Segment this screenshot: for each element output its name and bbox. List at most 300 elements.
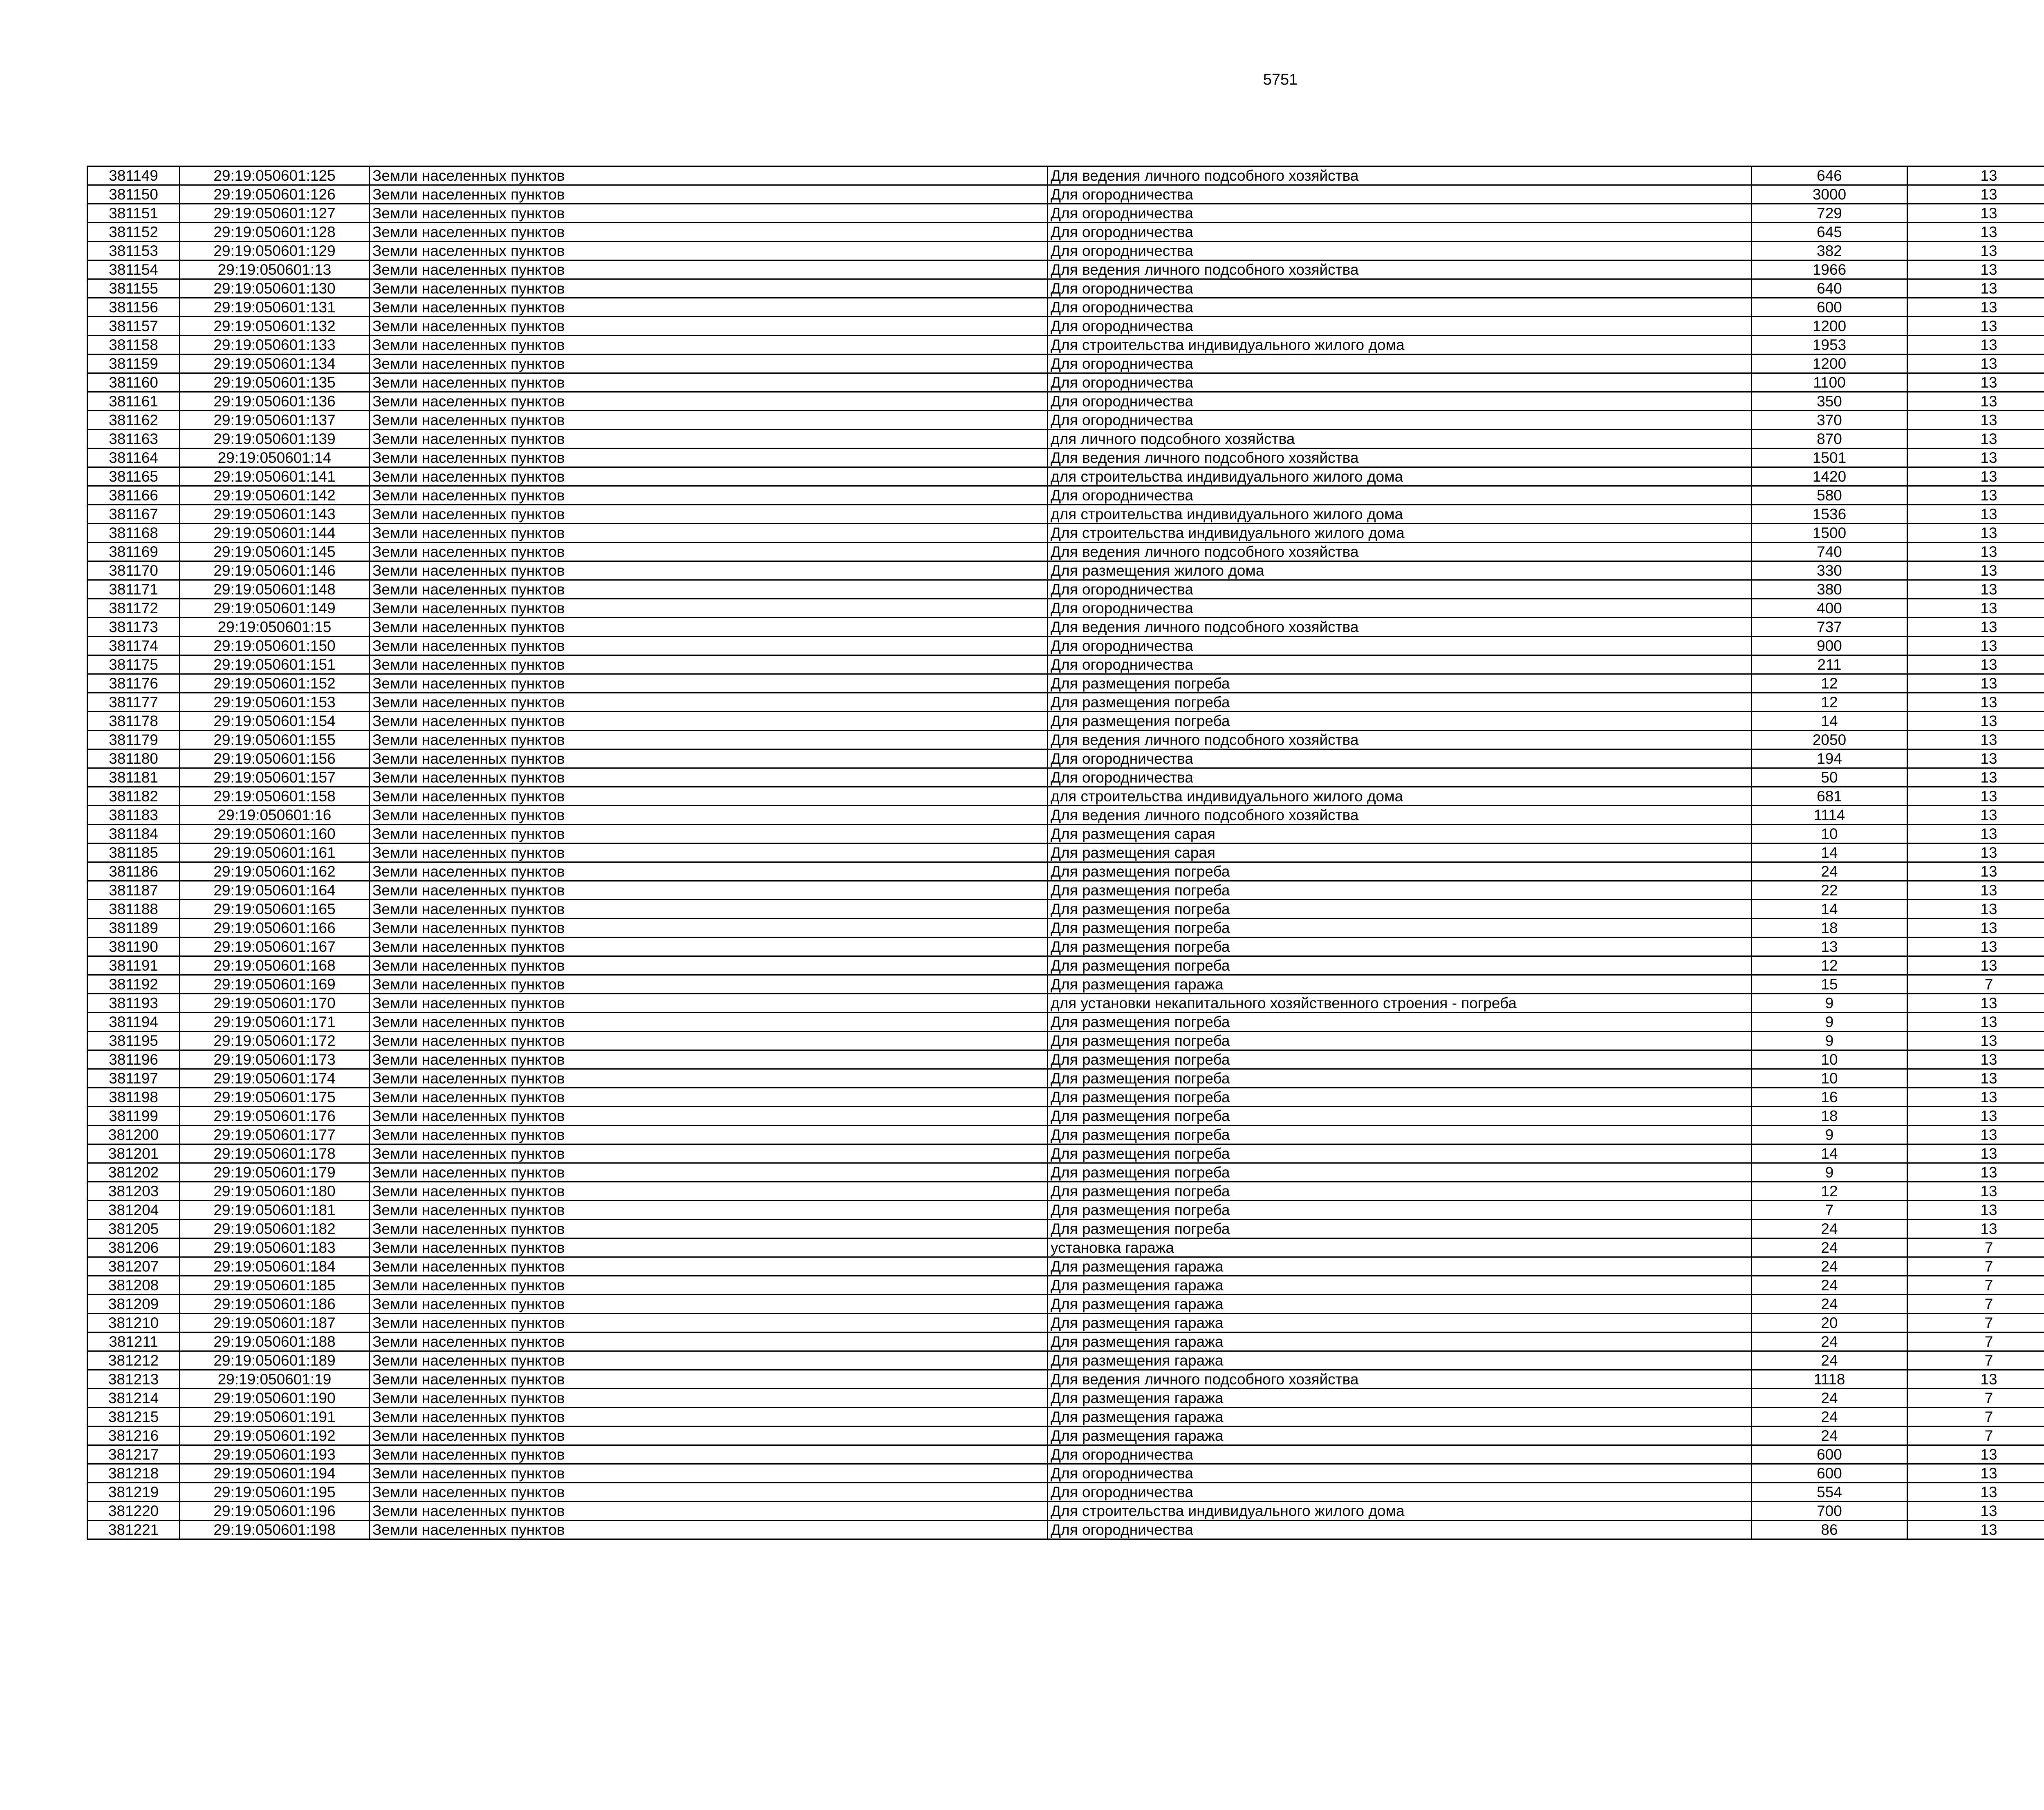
cadastral-number-cell: 29:19:050601:171	[180, 1013, 370, 1032]
area-cell: 50	[1752, 768, 1907, 787]
area-cell: 24	[1752, 1389, 1907, 1408]
table-row	[87, 712, 2044, 731]
group-code-cell: 13	[1907, 1445, 2044, 1464]
table-body	[87, 166, 2044, 1539]
table-row	[87, 279, 2044, 298]
group-code-cell: 13	[1907, 1182, 2044, 1201]
cadastral-number-cell: 29:19:050601:152	[180, 674, 370, 693]
record-number-cell: 381160	[87, 373, 180, 392]
group-code-cell: 13	[1907, 467, 2044, 486]
record-number-cell: 381172	[87, 599, 180, 618]
permitted-use-cell: Для размещения погреба	[1048, 938, 1752, 956]
area-cell: 370	[1752, 411, 1907, 430]
table-row	[87, 204, 2044, 223]
land-category-cell: Земли населенных пунктов	[370, 749, 1048, 768]
group-code-cell: 13	[1907, 411, 2044, 430]
table-row	[87, 749, 2044, 768]
record-number-cell: 381211	[87, 1332, 180, 1351]
area-cell: 737	[1752, 618, 1907, 637]
table-row	[87, 543, 2044, 561]
permitted-use-cell: Для размещения гаража	[1048, 1389, 1752, 1408]
permitted-use-cell: для строительства индивидуального жилого дома	[1048, 467, 1752, 486]
area-cell: 211	[1752, 655, 1907, 674]
area-cell: 350	[1752, 392, 1907, 411]
land-category-cell: Земли населенных пунктов	[370, 279, 1048, 298]
land-category-cell: Земли населенных пунктов	[370, 1201, 1048, 1220]
cadastral-number-cell: 29:19:050601:176	[180, 1107, 370, 1126]
cadastral-number-cell: 29:19:050601:141	[180, 467, 370, 486]
record-number-cell: 381201	[87, 1144, 180, 1163]
permitted-use-cell: Для размещения погреба	[1048, 1107, 1752, 1126]
table-row	[87, 994, 2044, 1013]
cadastral-number-cell: 29:19:050601:193	[180, 1445, 370, 1464]
cadastral-number-cell: 29:19:050601:179	[180, 1163, 370, 1182]
group-code-cell: 13	[1907, 1144, 2044, 1163]
record-number-cell: 381218	[87, 1464, 180, 1483]
permitted-use-cell: Для размещения погреба	[1048, 1201, 1752, 1220]
land-category-cell: Земли населенных пунктов	[370, 843, 1048, 862]
record-number-cell: 381190	[87, 938, 180, 956]
land-category-cell: Земли населенных пунктов	[370, 298, 1048, 317]
land-category-cell: Земли населенных пунктов	[370, 1295, 1048, 1314]
record-number-cell: 381153	[87, 242, 180, 260]
cadastral-number-cell: 29:19:050601:158	[180, 787, 370, 806]
permitted-use-cell: для личного подсобного хозяйства	[1048, 430, 1752, 449]
land-category-cell: Земли населенных пунктов	[370, 1144, 1048, 1163]
area-cell: 400	[1752, 599, 1907, 618]
record-number-cell: 381186	[87, 862, 180, 881]
group-code-cell: 13	[1907, 900, 2044, 919]
table-row	[87, 298, 2044, 317]
land-category-cell: Земли населенных пунктов	[370, 1257, 1048, 1276]
area-cell: 1953	[1752, 336, 1907, 354]
table-row	[87, 580, 2044, 599]
land-category-cell: Земли населенных пунктов	[370, 242, 1048, 260]
group-code-cell: 13	[1907, 1201, 2044, 1220]
record-number-cell: 381151	[87, 204, 180, 223]
cadastral-number-cell: 29:19:050601:194	[180, 1464, 370, 1483]
table-row	[87, 674, 2044, 693]
area-cell: 554	[1752, 1483, 1907, 1502]
permitted-use-cell: Для размещения погреба	[1048, 1013, 1752, 1032]
land-category-cell: Земли населенных пунктов	[370, 223, 1048, 242]
group-code-cell: 13	[1907, 449, 2044, 467]
group-code-cell: 13	[1907, 1126, 2044, 1144]
area-cell: 600	[1752, 1445, 1907, 1464]
permitted-use-cell: для строительства индивидуального жилого дома	[1048, 787, 1752, 806]
group-code-cell: 13	[1907, 1502, 2044, 1521]
table-row	[87, 1126, 2044, 1144]
group-code-cell: 7	[1907, 1332, 2044, 1351]
group-code-cell: 7	[1907, 1276, 2044, 1295]
group-code-cell: 7	[1907, 975, 2044, 994]
group-code-cell: 7	[1907, 1295, 2044, 1314]
area-cell: 9	[1752, 1032, 1907, 1050]
permitted-use-cell: Для размещения погреба	[1048, 1088, 1752, 1107]
table-row	[87, 1389, 2044, 1408]
group-code-cell: 13	[1907, 336, 2044, 354]
permitted-use-cell: Для огородничества	[1048, 580, 1752, 599]
record-number-cell: 381169	[87, 543, 180, 561]
cadastral-number-cell: 29:19:050601:153	[180, 693, 370, 712]
group-code-cell: 13	[1907, 843, 2044, 862]
cadastral-number-cell: 29:19:050601:134	[180, 354, 370, 373]
permitted-use-cell: Для огородничества	[1048, 1445, 1752, 1464]
group-code-cell: 13	[1907, 505, 2044, 524]
land-category-cell: Земли населенных пунктов	[370, 411, 1048, 430]
land-category-cell: Земли населенных пунктов	[370, 1126, 1048, 1144]
land-category-cell: Земли населенных пунктов	[370, 881, 1048, 900]
area-cell: 1966	[1752, 260, 1907, 279]
group-code-cell: 13	[1907, 1483, 2044, 1502]
land-category-cell: Земли населенных пунктов	[370, 260, 1048, 279]
permitted-use-cell: Для размещения погреба	[1048, 956, 1752, 975]
cadastral-number-cell: 29:19:050601:15	[180, 618, 370, 637]
group-code-cell: 13	[1907, 279, 2044, 298]
permitted-use-cell: Для размещения погреба	[1048, 900, 1752, 919]
table-row	[87, 1220, 2044, 1238]
group-code-cell: 13	[1907, 1069, 2044, 1088]
cadastral-number-cell: 29:19:050601:16	[180, 806, 370, 825]
area-cell: 1100	[1752, 373, 1907, 392]
permitted-use-cell: Для огородничества	[1048, 317, 1752, 336]
table-row	[87, 166, 2044, 185]
table-row	[87, 1464, 2044, 1483]
permitted-use-cell: Для размещения погреба	[1048, 693, 1752, 712]
permitted-use-cell: Для размещения погреба	[1048, 712, 1752, 731]
land-category-cell: Земли населенных пунктов	[370, 956, 1048, 975]
record-number-cell: 381149	[87, 166, 180, 185]
permitted-use-cell: Для огородничества	[1048, 242, 1752, 260]
area-cell: 9	[1752, 1163, 1907, 1182]
area-cell: 20	[1752, 1314, 1907, 1332]
land-category-cell: Земли населенных пунктов	[370, 185, 1048, 204]
land-category-cell: Земли населенных пунктов	[370, 900, 1048, 919]
permitted-use-cell: Для ведения личного подсобного хозяйства	[1048, 731, 1752, 749]
cadastral-number-cell: 29:19:050601:130	[180, 279, 370, 298]
group-code-cell: 13	[1907, 655, 2044, 674]
cadastral-number-cell: 29:19:050601:181	[180, 1201, 370, 1220]
group-code-cell: 13	[1907, 862, 2044, 881]
area-cell: 646	[1752, 166, 1907, 185]
permitted-use-cell: Для размещения гаража	[1048, 1351, 1752, 1370]
land-category-cell: Земли населенных пунктов	[370, 1107, 1048, 1126]
table-row	[87, 185, 2044, 204]
group-code-cell: 7	[1907, 1426, 2044, 1445]
permitted-use-cell: Для ведения личного подсобного хозяйства	[1048, 806, 1752, 825]
cadastral-number-cell: 29:19:050601:165	[180, 900, 370, 919]
land-category-cell: Земли населенных пунктов	[370, 637, 1048, 655]
land-category-cell: Земли населенных пунктов	[370, 1445, 1048, 1464]
area-cell: 600	[1752, 1464, 1907, 1483]
cadastral-number-cell: 29:19:050601:149	[180, 599, 370, 618]
land-category-cell: Земли населенных пунктов	[370, 505, 1048, 524]
land-category-cell: Земли населенных пунктов	[370, 1332, 1048, 1351]
table-row	[87, 392, 2044, 411]
group-code-cell: 13	[1907, 392, 2044, 411]
permitted-use-cell: Для огородничества	[1048, 204, 1752, 223]
permitted-use-cell: Для размещения сарая	[1048, 825, 1752, 843]
cadastral-number-cell: 29:19:050601:189	[180, 1351, 370, 1370]
table-row	[87, 561, 2044, 580]
cadastral-number-cell: 29:19:050601:198	[180, 1521, 370, 1539]
area-cell: 645	[1752, 223, 1907, 242]
record-number-cell: 381181	[87, 768, 180, 787]
record-number-cell: 381189	[87, 919, 180, 938]
table-row	[87, 1238, 2044, 1257]
land-category-cell: Земли населенных пунктов	[370, 580, 1048, 599]
group-code-cell: 7	[1907, 1408, 2044, 1426]
record-number-cell: 381203	[87, 1182, 180, 1201]
cadastral-number-cell: 29:19:050601:185	[180, 1276, 370, 1295]
group-code-cell: 13	[1907, 674, 2044, 693]
area-cell: 14	[1752, 1144, 1907, 1163]
permitted-use-cell: Для ведения личного подсобного хозяйства	[1048, 166, 1752, 185]
table-row	[87, 1351, 2044, 1370]
table-row	[87, 1257, 2044, 1276]
table-row	[87, 1201, 2044, 1220]
table-row	[87, 1013, 2044, 1032]
cadastral-number-cell: 29:19:050601:183	[180, 1238, 370, 1257]
land-category-cell: Земли населенных пунктов	[370, 1502, 1048, 1521]
group-code-cell: 7	[1907, 1389, 2044, 1408]
record-number-cell: 381179	[87, 731, 180, 749]
cadastral-number-cell: 29:19:050601:143	[180, 505, 370, 524]
area-cell: 22	[1752, 881, 1907, 900]
group-code-cell: 13	[1907, 1032, 2044, 1050]
table-row	[87, 1088, 2044, 1107]
land-category-cell: Земли населенных пунктов	[370, 975, 1048, 994]
permitted-use-cell: Для строительства индивидуального жилого дома	[1048, 1502, 1752, 1521]
area-cell: 640	[1752, 279, 1907, 298]
cadastral-number-cell: 29:19:050601:128	[180, 223, 370, 242]
land-category-cell: Земли населенных пунктов	[370, 1013, 1048, 1032]
table-row	[87, 900, 2044, 919]
permitted-use-cell: Для размещения погреба	[1048, 919, 1752, 938]
cadastral-number-cell: 29:19:050601:154	[180, 712, 370, 731]
table-row	[87, 938, 2044, 956]
page-number: 5751	[1263, 71, 1298, 88]
area-cell: 1536	[1752, 505, 1907, 524]
record-number-cell: 381200	[87, 1126, 180, 1144]
table-row	[87, 637, 2044, 655]
cadastral-number-cell: 29:19:050601:161	[180, 843, 370, 862]
record-number-cell: 381216	[87, 1426, 180, 1445]
area-cell: 12	[1752, 693, 1907, 712]
record-number-cell: 381199	[87, 1107, 180, 1126]
permitted-use-cell: Для огородничества	[1048, 373, 1752, 392]
cadastral-number-cell: 29:19:050601:136	[180, 392, 370, 411]
cadastral-number-cell: 29:19:050601:178	[180, 1144, 370, 1163]
table-row	[87, 862, 2044, 881]
area-cell: 1500	[1752, 524, 1907, 543]
cadastral-number-cell: 29:19:050601:156	[180, 749, 370, 768]
land-category-cell: Земли населенных пунктов	[370, 354, 1048, 373]
table-row	[87, 1144, 2044, 1163]
group-code-cell: 13	[1907, 260, 2044, 279]
record-number-cell: 381170	[87, 561, 180, 580]
land-category-cell: Земли населенных пунктов	[370, 1182, 1048, 1201]
record-number-cell: 381155	[87, 279, 180, 298]
table-row	[87, 1032, 2044, 1050]
land-category-cell: Земли населенных пунктов	[370, 806, 1048, 825]
cadastral-number-cell: 29:19:050601:173	[180, 1050, 370, 1069]
cadastral-number-cell: 29:19:050601:184	[180, 1257, 370, 1276]
permitted-use-cell: Для огородничества	[1048, 486, 1752, 505]
permitted-use-cell: Для строительства индивидуального жилого дома	[1048, 336, 1752, 354]
land-category-cell: Земли населенных пунктов	[370, 919, 1048, 938]
table-row	[87, 1502, 2044, 1521]
area-cell: 580	[1752, 486, 1907, 505]
record-number-cell: 381165	[87, 467, 180, 486]
land-category-cell: Земли населенных пунктов	[370, 1220, 1048, 1238]
land-category-cell: Земли населенных пунктов	[370, 1483, 1048, 1502]
area-cell: 1200	[1752, 354, 1907, 373]
permitted-use-cell: Для огородничества	[1048, 354, 1752, 373]
cadastral-number-cell: 29:19:050601:196	[180, 1502, 370, 1521]
land-category-cell: Земли населенных пунктов	[370, 938, 1048, 956]
cadastral-number-cell: 29:19:050601:174	[180, 1069, 370, 1088]
table-row	[87, 467, 2044, 486]
land-category-cell: Земли населенных пунктов	[370, 655, 1048, 674]
area-cell: 24	[1752, 1238, 1907, 1257]
cadastral-number-cell: 29:19:050601:151	[180, 655, 370, 674]
land-category-cell: Земли населенных пунктов	[370, 674, 1048, 693]
permitted-use-cell: Для огородничества	[1048, 599, 1752, 618]
record-number-cell: 381219	[87, 1483, 180, 1502]
permitted-use-cell: Для огородничества	[1048, 749, 1752, 768]
record-number-cell: 381205	[87, 1220, 180, 1238]
record-number-cell: 381175	[87, 655, 180, 674]
area-cell: 600	[1752, 298, 1907, 317]
record-number-cell: 381213	[87, 1370, 180, 1389]
area-cell: 24	[1752, 1220, 1907, 1238]
table-row	[87, 223, 2044, 242]
cadastral-number-cell: 29:19:050601:188	[180, 1332, 370, 1351]
group-code-cell: 13	[1907, 787, 2044, 806]
cadastral-number-cell: 29:19:050601:168	[180, 956, 370, 975]
table-row	[87, 1483, 2044, 1502]
record-number-cell: 381158	[87, 336, 180, 354]
permitted-use-cell: Для ведения личного подсобного хозяйства	[1048, 618, 1752, 637]
group-code-cell: 13	[1907, 618, 2044, 637]
cadastral-number-cell: 29:19:050601:131	[180, 298, 370, 317]
record-number-cell: 381176	[87, 674, 180, 693]
land-category-cell: Земли населенных пунктов	[370, 561, 1048, 580]
group-code-cell: 13	[1907, 373, 2044, 392]
land-category-cell: Земли населенных пунктов	[370, 1370, 1048, 1389]
area-cell: 194	[1752, 749, 1907, 768]
permitted-use-cell: Для огородничества	[1048, 768, 1752, 787]
area-cell: 24	[1752, 1295, 1907, 1314]
land-category-cell: Земли населенных пунктов	[370, 712, 1048, 731]
group-code-cell: 13	[1907, 1464, 2044, 1483]
cadastral-number-cell: 29:19:050601:133	[180, 336, 370, 354]
group-code-cell: 13	[1907, 1521, 2044, 1539]
cadastral-number-cell: 29:19:050601:175	[180, 1088, 370, 1107]
group-code-cell: 13	[1907, 1013, 2044, 1032]
record-number-cell: 381221	[87, 1521, 180, 1539]
record-number-cell: 381174	[87, 637, 180, 655]
group-code-cell: 13	[1907, 354, 2044, 373]
area-cell: 380	[1752, 580, 1907, 599]
table-row	[87, 1069, 2044, 1088]
record-number-cell: 381156	[87, 298, 180, 317]
cadastral-number-cell: 29:19:050601:157	[180, 768, 370, 787]
permitted-use-cell: установка гаража	[1048, 1238, 1752, 1257]
group-code-cell: 13	[1907, 599, 2044, 618]
permitted-use-cell: Для огородничества	[1048, 1464, 1752, 1483]
group-code-cell: 13	[1907, 731, 2044, 749]
record-number-cell: 381188	[87, 900, 180, 919]
permitted-use-cell: Для размещения погреба	[1048, 862, 1752, 881]
record-number-cell: 381204	[87, 1201, 180, 1220]
land-category-cell: Земли населенных пунктов	[370, 373, 1048, 392]
group-code-cell: 13	[1907, 242, 2044, 260]
table-row	[87, 486, 2044, 505]
group-code-cell: 7	[1907, 1351, 2044, 1370]
permitted-use-cell: Для размещения погреба	[1048, 1182, 1752, 1201]
land-category-cell: Земли населенных пунктов	[370, 599, 1048, 618]
record-number-cell: 381193	[87, 994, 180, 1013]
area-cell: 681	[1752, 787, 1907, 806]
cadastral-number-cell: 29:19:050601:180	[180, 1182, 370, 1201]
land-category-cell: Земли населенных пунктов	[370, 392, 1048, 411]
cadastral-number-cell: 29:19:050601:13	[180, 260, 370, 279]
land-category-cell: Земли населенных пунктов	[370, 543, 1048, 561]
cadastral-number-cell: 29:19:050601:132	[180, 317, 370, 336]
record-number-cell: 381198	[87, 1088, 180, 1107]
area-cell: 1114	[1752, 806, 1907, 825]
area-cell: 740	[1752, 543, 1907, 561]
group-code-cell: 13	[1907, 768, 2044, 787]
cadastral-number-cell: 29:19:050601:182	[180, 1220, 370, 1238]
cadastral-number-cell: 29:19:050601:170	[180, 994, 370, 1013]
table-row	[87, 806, 2044, 825]
cadastral-number-cell: 29:19:050601:129	[180, 242, 370, 260]
table-row	[87, 1426, 2044, 1445]
record-number-cell: 381154	[87, 260, 180, 279]
land-category-cell: Земли населенных пунктов	[370, 787, 1048, 806]
table-row	[87, 843, 2044, 862]
table-row	[87, 242, 2044, 260]
land-category-cell: Земли населенных пунктов	[370, 825, 1048, 843]
area-cell: 1420	[1752, 467, 1907, 486]
cadastral-number-cell: 29:19:050601:126	[180, 185, 370, 204]
group-code-cell: 13	[1907, 430, 2044, 449]
record-number-cell: 381195	[87, 1032, 180, 1050]
record-number-cell: 381209	[87, 1295, 180, 1314]
area-cell: 24	[1752, 1257, 1907, 1276]
group-code-cell: 7	[1907, 1314, 2044, 1332]
record-number-cell: 381212	[87, 1351, 180, 1370]
land-category-cell: Земли населенных пунктов	[370, 1351, 1048, 1370]
cadastral-number-cell: 29:19:050601:139	[180, 430, 370, 449]
permitted-use-cell: Для размещения гаража	[1048, 1314, 1752, 1332]
area-cell: 86	[1752, 1521, 1907, 1539]
cadastral-number-cell: 29:19:050601:177	[180, 1126, 370, 1144]
permitted-use-cell: Для огородничества	[1048, 185, 1752, 204]
record-number-cell: 381192	[87, 975, 180, 994]
table-row	[87, 731, 2044, 749]
record-number-cell: 381167	[87, 505, 180, 524]
permitted-use-cell: Для огородничества	[1048, 637, 1752, 655]
table-row	[87, 1182, 2044, 1201]
land-category-cell: Земли населенных пунктов	[370, 204, 1048, 223]
area-cell: 24	[1752, 1332, 1907, 1351]
area-cell: 10	[1752, 1050, 1907, 1069]
group-code-cell: 13	[1907, 749, 2044, 768]
